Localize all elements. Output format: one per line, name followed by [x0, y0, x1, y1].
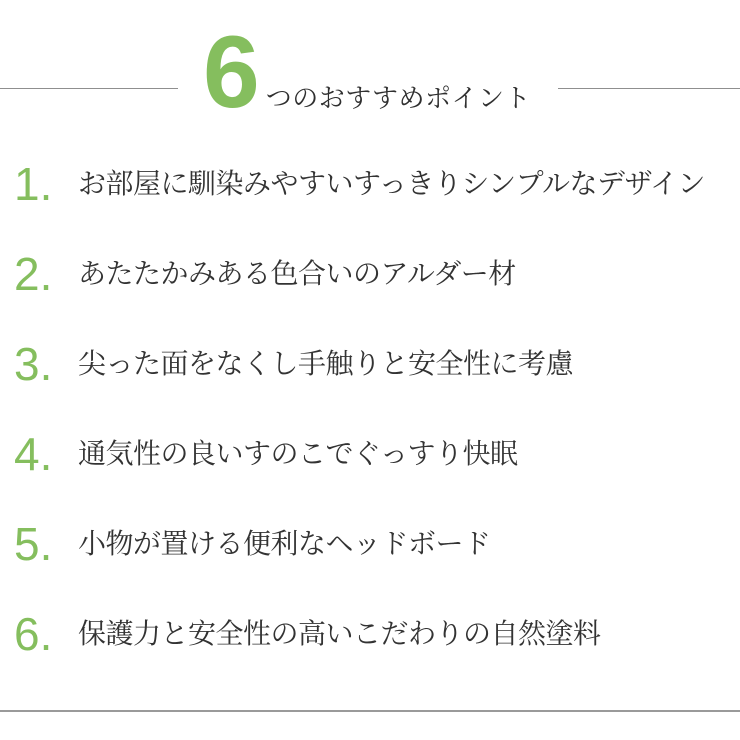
- section-title: [203, 15, 531, 129]
- point-text: 尖った面をなくし手触りと安全性に考慮: [78, 347, 574, 379]
- point-text: あたたかみある色合いのアルダー材: [78, 257, 516, 289]
- point-text: 小物が置ける便利なヘッドボード: [78, 527, 491, 559]
- header-rule-left: [0, 88, 178, 89]
- list-item: [0, 409, 740, 499]
- list-item: [0, 139, 740, 229]
- list-item: [0, 229, 740, 319]
- point-number: 2.: [14, 248, 53, 300]
- section-title-count: 6: [203, 15, 260, 129]
- point-number: 1.: [14, 158, 53, 210]
- points-list: [0, 139, 740, 679]
- list-item: [0, 499, 740, 589]
- list-item: [0, 319, 740, 409]
- section-bottom-divider: [0, 710, 740, 712]
- point-text: お部屋に馴染みやすいすっきりシンプルなデザイン: [78, 167, 706, 199]
- header-rule-right: [558, 88, 740, 89]
- section-header: [0, 0, 740, 130]
- list-item: [0, 589, 740, 679]
- point-text: 通気性の良いすのこでぐっすり快眠: [78, 437, 518, 469]
- section-title-text: つのおすすめポイント: [265, 83, 531, 113]
- point-number: 6.: [14, 608, 53, 660]
- point-number: 4.: [14, 428, 53, 480]
- point-number: 5.: [14, 518, 53, 570]
- point-number: 3.: [14, 338, 53, 390]
- point-text: 保護力と安全性の高いこだわりの自然塗料: [78, 617, 601, 649]
